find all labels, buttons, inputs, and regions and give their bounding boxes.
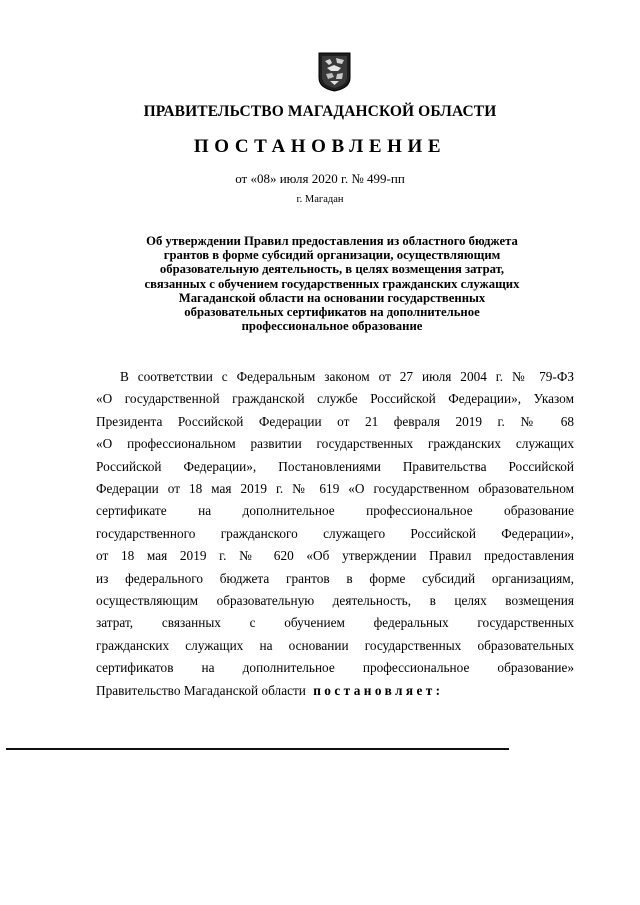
body-line: сертификатов на дополнительное профессиональное образование» bbox=[96, 660, 574, 676]
body-line: осуществляющим образовательную деятельность, в целях возмещения bbox=[96, 593, 574, 609]
subject-line: связанных с обучением государственных гражданских служащих bbox=[144, 276, 520, 291]
coat-of-arms-icon bbox=[318, 52, 351, 92]
subject-line: образовательных сертификатов на дополнительное bbox=[184, 305, 480, 320]
body-line: сертификате на дополнительное профессиональное образование bbox=[96, 503, 574, 519]
decree-word: постановляет: bbox=[313, 682, 444, 698]
body-line: затрат, связанных с обучением федеральных государственных bbox=[96, 615, 574, 631]
document-body bbox=[96, 366, 574, 702]
subject-line: профессиональное образование bbox=[241, 319, 423, 334]
document-date-number: от «08» июля 2020 г. № 499-пп bbox=[235, 171, 405, 186]
subject-line: Магаданской области на основании государственных bbox=[178, 290, 486, 305]
document-subject bbox=[100, 234, 564, 333]
organization-title: ПРАВИТЕЛЬСТВО МАГАДАНСКОЙ ОБЛАСТИ bbox=[143, 103, 497, 120]
subject-line: грантов в форме субсидий организации, осуществляющим bbox=[163, 248, 501, 263]
body-line: от 18 мая 2019 г. № 620 «Об утверждении Правил предоставления bbox=[96, 548, 574, 564]
document-type: ПОСТАНОВЛЕНИЕ bbox=[193, 136, 447, 157]
body-line: «О государственной гражданской службе Российской Федерации», Указом bbox=[96, 391, 574, 407]
body-line: В соответствии с Федеральным законом от 27 июля 2004 г. № 79-ФЗ bbox=[120, 369, 574, 384]
body-line: Федерации от 18 мая 2019 г. № 619 «О государственном образовательном bbox=[96, 481, 574, 497]
body-line: из федерального бюджета грантов в форме субсидий организациям, bbox=[96, 570, 574, 586]
body-line: государственного гражданского служащего Российской Федерации», bbox=[96, 525, 574, 541]
document-city: г. Магадан bbox=[296, 194, 344, 205]
body-line: Президента Российской Федерации от 21 февраля 2019 г. № 68 bbox=[96, 413, 574, 429]
body-line-last bbox=[96, 680, 574, 702]
footer-rule bbox=[6, 748, 509, 750]
subject-line: Об утверждении Правил предоставления из областного бюджета bbox=[146, 234, 518, 248]
body-line: гражданских служащих на основании государственных образовательных bbox=[96, 637, 574, 653]
body-line: «О профессиональном развитии государственных гражданских служащих bbox=[96, 436, 574, 452]
subject-line: образовательную деятельность, в целях возмещения затрат, bbox=[159, 262, 505, 277]
government-name: Правительство Магаданской области bbox=[96, 682, 306, 698]
body-line: Российской Федерации», Постановлениями Правительства Российской bbox=[96, 458, 574, 474]
